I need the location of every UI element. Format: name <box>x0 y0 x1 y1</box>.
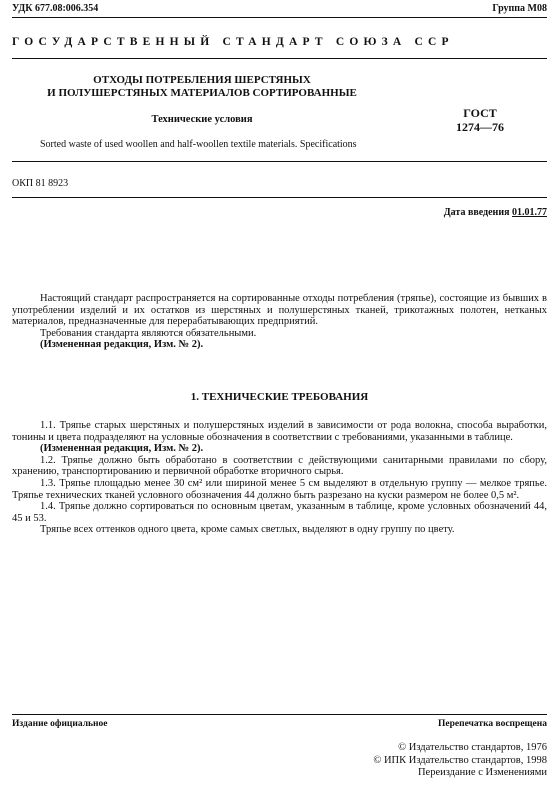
clause-1-2: 1.2. Тряпье должно быть обработано в соответствии с действующими санитарными правилами по сбору, хранению, транспортированию и первичной обработке вторичного сырья. <box>12 454 547 478</box>
reprint-prohibited: Перепечатка воспрещена <box>437 719 547 729</box>
reissue-note: Переиздание с Изменениями <box>417 767 547 778</box>
copyright-block <box>373 742 547 780</box>
clause-1-1: 1.1. Тряпье старых шерстяных и полушерстяных изделий в зависимости от рода волокна, способа выработки, тонины и цвета подразделяют на условные обозначения в соответствии с требованиями, указанными в таблице. <box>12 420 547 443</box>
banner-rule <box>12 58 547 59</box>
intro-paragraph-mandatory: Требования стандарта являются обязательными. <box>40 327 257 339</box>
udk-code: УДК 677.08:006.354 <box>12 3 99 14</box>
standard-banner: ГОСУДАРСТВЕННЫЙ СТАНДАРТ СОЮЗА ССР <box>12 36 454 48</box>
intro-text <box>12 293 547 351</box>
title-line-1: ОТХОДЫ ПОТРЕБЛЕНИЯ ШЕРСТЯНЫХ <box>93 74 311 86</box>
intro-date-label: Дата введения <box>443 207 510 218</box>
intro-date <box>444 207 547 218</box>
english-title: Sorted waste of used woollen and half-woollen textile materials. Specifications <box>40 139 357 150</box>
gost-block <box>440 106 520 134</box>
intro-amendment-note: (Измененная редакция, Изм. № 2). <box>40 339 204 351</box>
okp-code: ОКП 81 8923 <box>12 178 69 189</box>
clause-1-4: 1.4. Тряпье должно сортироваться по основным цветам, указанным в таблице, кроме условных обозначений 44, 45 и 53. <box>12 501 547 524</box>
title-line-2: И ПОЛУШЕРСТЯНЫХ МАТЕРИАЛОВ СОРТИРОВАННЫЕ <box>47 87 357 99</box>
gost-label: ГОСТ <box>463 106 497 120</box>
section-title: 1. ТЕХНИЧЕСКИЕ ТРЕБОВАНИЯ <box>190 391 369 403</box>
official-edition: Издание официальное <box>12 719 108 729</box>
clause-1-4-colors: Тряпье всех оттенков одного цвета, кроме самых светлых, выделяют в одну группу по цвету. <box>40 524 455 536</box>
intro-date-value: 01.01.77 <box>512 207 547 218</box>
clause-1-1-amendment: (Измененная редакция, Изм. № 2). <box>40 443 204 455</box>
header-rule <box>12 17 547 18</box>
section-1-text <box>12 420 547 536</box>
title-rule <box>12 161 547 162</box>
clause-1-3: 1.3. Тряпье площадью менее 30 см² или шириной менее 5 см выделяют в отдельную группу — мелкое тряпье. Тряпье технических тканей условного обозначения 44 должно быть разрезано на куски размером не более 0,5 м². <box>12 477 547 501</box>
document-subtitle: Технические условия <box>151 114 253 125</box>
okp-rule <box>12 197 547 198</box>
document-title <box>12 74 392 100</box>
footer-rule <box>12 714 547 715</box>
group-code: Группа М08 <box>492 3 547 14</box>
copyright-1998: © ИПК Издательство стандартов, 1998 <box>373 754 547 766</box>
copyright-1976: © Издательство стандартов, 1976 <box>398 742 547 753</box>
gost-number: 1274—76 <box>456 120 504 134</box>
intro-paragraph-scope: Настоящий стандарт распространяется на сортированные отходы потребления (тряпье), состоящие из бывших в употреблении изделий и их остатков из шерстяных и полушерстяных тканей, трикотажных полотен, нетканых материалов, предназначенные для перерабатывающих предприятий. <box>12 293 547 328</box>
